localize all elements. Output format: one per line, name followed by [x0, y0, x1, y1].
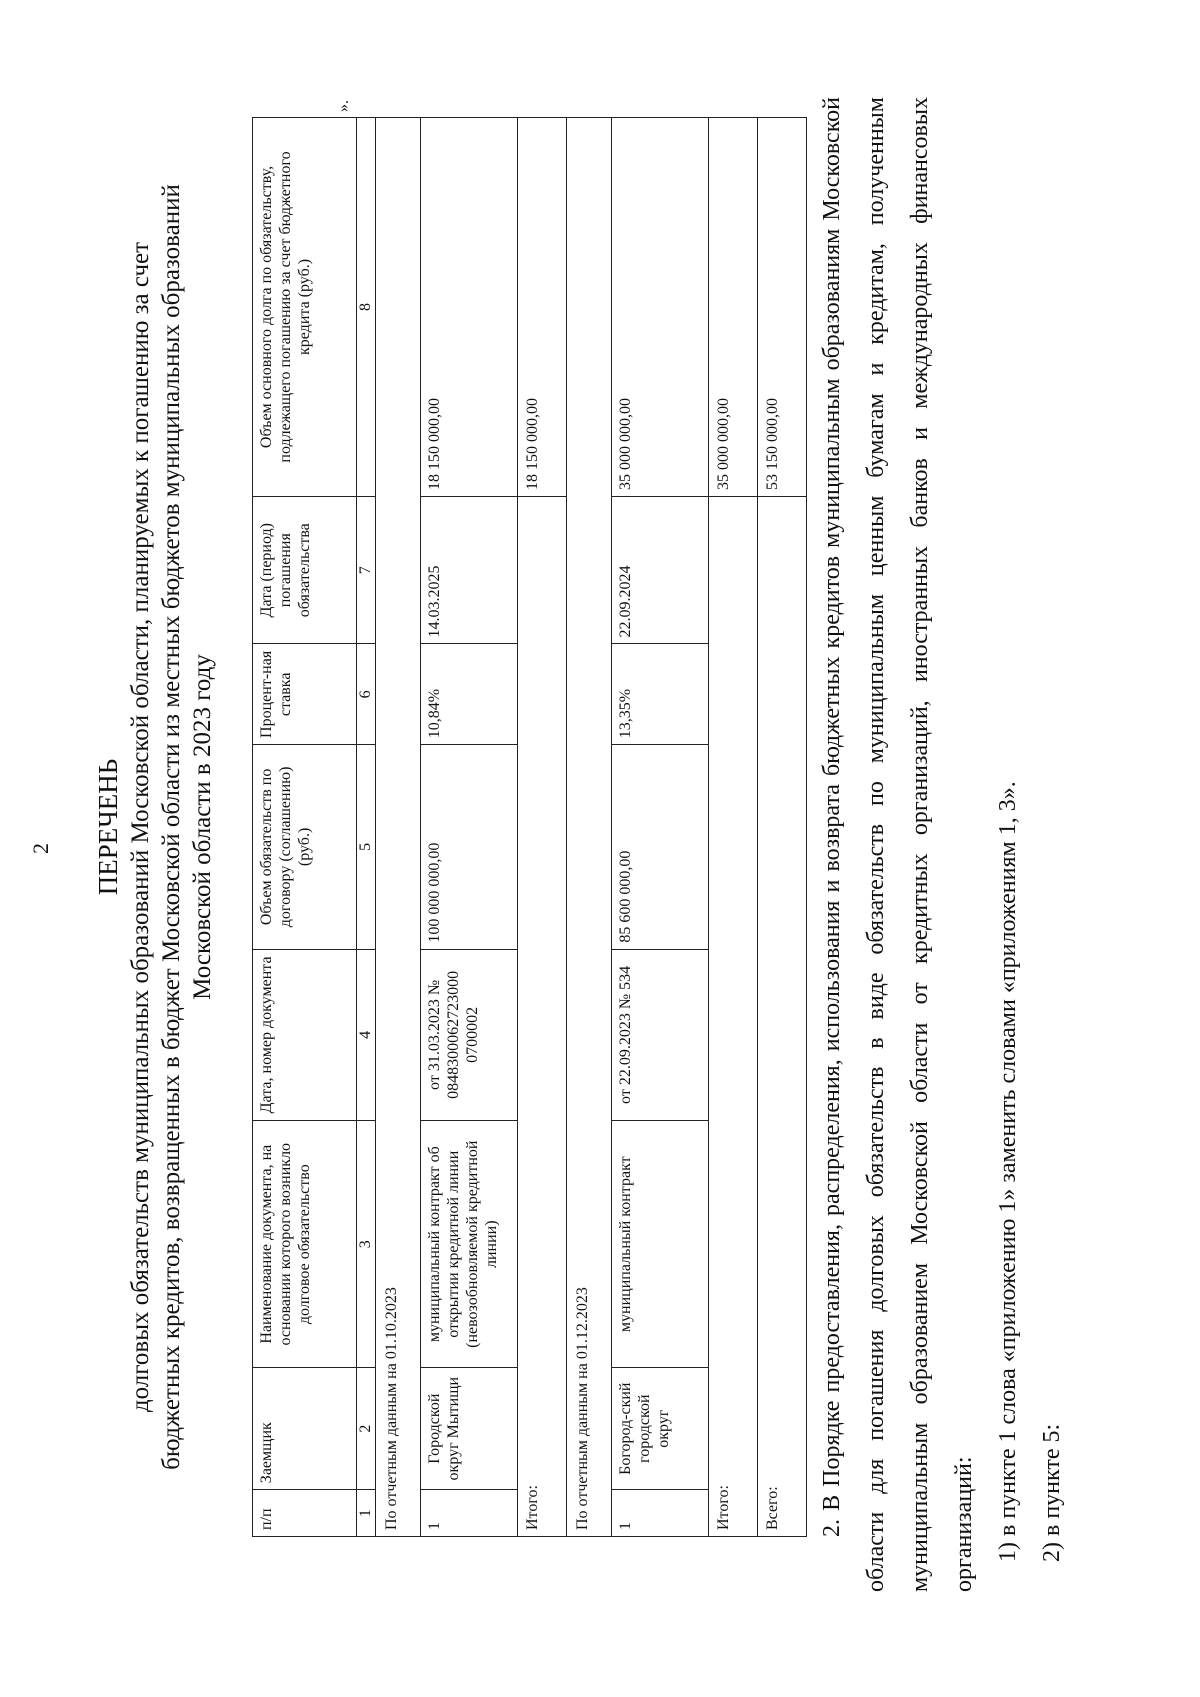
document-title	[92, 117, 218, 1537]
title-line-3: Московской области в 2023 году	[189, 654, 216, 1000]
subtotal-row	[709, 118, 758, 1537]
interest-rate-cell: 13,35%	[612, 644, 709, 745]
section-label: По отчетным данным на 01.10.2023	[376, 118, 421, 1537]
header-cell: Объем обязательств по договору (соглашению) (руб.)	[253, 745, 357, 949]
document-date-cell: от 31.03.2023 № 0848300062723000 0700002	[421, 949, 518, 1121]
repayment-date-cell: 14.03.2025	[421, 496, 518, 644]
title-heading: ПЕРЕЧЕНЬ	[93, 758, 123, 896]
section-label: По отчетным данным на 01.12.2023	[567, 118, 612, 1537]
header-cell: п/п	[253, 1490, 357, 1537]
header-cell: Процент-ная ставка	[253, 644, 357, 745]
document-name-cell: муниципальный контракт об открытии кредитной линии (невозобновляемой кредитной линии)	[421, 1121, 518, 1368]
section-row	[567, 118, 612, 1537]
column-number: 8	[357, 118, 376, 497]
column-number: 6	[357, 644, 376, 745]
grand-total-value: 53 150 000,00	[758, 118, 807, 497]
document-date-cell: от 22.09.2023 № 534	[612, 949, 709, 1121]
title-line-2: бюджетных кредитов, возвращенных в бюджет Московской области из местных бюджетов муниципальных образований	[158, 184, 185, 1470]
subtotal-row	[518, 118, 567, 1537]
subtotal-label: Итого:	[709, 496, 758, 1536]
header-cell: Дата (период) погашения обязательства	[253, 496, 357, 644]
column-number: 3	[357, 1121, 376, 1368]
column-number: 7	[357, 496, 376, 644]
document-name-cell: муниципальный контракт	[612, 1121, 709, 1368]
principal-amount-cell: 35 000 000,00	[612, 118, 709, 497]
header-cell: Наименование документа, на основании которого возникло долговое обязательство	[253, 1121, 357, 1368]
grand-total-label: Всего:	[758, 496, 807, 1536]
subtotal-value: 18 150 000,00	[518, 118, 567, 497]
borrower-cell: Богород-ский городской округ	[612, 1368, 709, 1490]
obligation-amount-cell: 85 600 000,00	[612, 745, 709, 949]
amendment-paragraph	[810, 97, 1074, 1592]
page-number: 2	[28, 843, 53, 854]
repayment-date-cell: 22.09.2024	[612, 496, 709, 644]
subtotal-label: Итого:	[518, 496, 567, 1536]
obligation-amount-cell: 100 000 000,00	[421, 745, 518, 949]
header-cell: Заемщик	[253, 1368, 357, 1490]
header-cell: Объем основного долга по обязательству, подлежащего погашению за счет бюджетного кредита (руб.)	[253, 118, 357, 497]
section-row	[376, 118, 421, 1537]
debt-obligations-table	[252, 117, 807, 1537]
paragraph-item-1: 1) в пункте 1 слова «приложению 1» заменить словами «приложениям 1, 3».	[995, 781, 1021, 1562]
row-index: 1	[421, 1490, 518, 1537]
grand-total-row	[758, 118, 807, 1537]
table-row	[421, 118, 518, 1537]
column-number: 1	[357, 1490, 376, 1537]
subtotal-value: 35 000 000,00	[709, 118, 758, 497]
paragraph-item-2: 2) в пункте 5:	[1039, 1423, 1065, 1562]
column-number: 2	[357, 1368, 376, 1490]
column-number-row	[357, 118, 376, 1537]
paragraph-main: 2. В Порядке предоставления, распределения, использования и возврата бюджетных кредитов муниципальным образованиям Московской области для погашения долговых обязательств в виде обязательств по муниципальным ценным бумагам и кредитам, полученным муниципальным образованием Московской области от кредитных организаций, иностранных банков и международных финансовых организаций:	[819, 97, 977, 1592]
borrower-cell: Городской округ Мытищи	[421, 1368, 518, 1490]
interest-rate-cell: 10,84%	[421, 644, 518, 745]
column-number: 5	[357, 745, 376, 949]
table-header-row	[253, 118, 357, 1537]
title-line-1: долговых обязательств муниципальных образований Московской области, планируемых к погашению за счет	[127, 241, 154, 1413]
column-number: 4	[357, 949, 376, 1121]
closing-quote-mark: ».	[335, 100, 352, 112]
header-cell: Дата, номер документа	[253, 949, 357, 1121]
principal-amount-cell: 18 150 000,00	[421, 118, 518, 497]
row-index: 1	[612, 1490, 709, 1537]
table-row	[612, 118, 709, 1537]
